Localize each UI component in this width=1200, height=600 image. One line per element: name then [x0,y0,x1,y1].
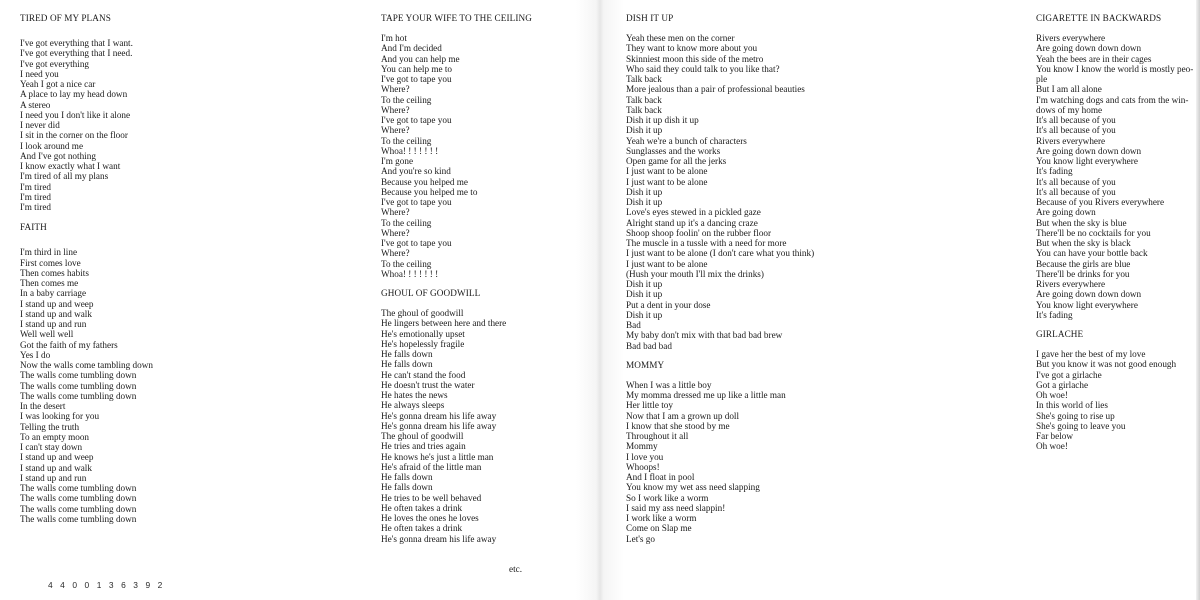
lyric-line: To the ceiling [381,217,432,228]
lyric-line: You know my wet ass need slapping [626,482,760,493]
song-title-girlache: GIRLACHE [1036,329,1084,339]
lyric-line: He always sleeps [381,400,445,411]
lyric-line: It's all because of you [1036,186,1116,197]
lyric-line: Who said they could talk to you like that? [626,63,780,74]
lyric-line: Yeah we're a bunch of characters [626,135,747,146]
lyric-line: Oh woe! [1036,390,1068,400]
lyric-line: Yeah the bees are in their cages [1036,53,1152,64]
lyric-line: It's fading [1036,166,1073,177]
lyric-line: Got the faith of my fathers [20,339,118,350]
lyric-line: He often takes a drink [381,502,463,513]
lyric-line: The ghoul of goodwill [381,308,464,318]
lyric-line: They want to know more about you [626,43,758,54]
lyric-line: The muscle in a tussle with a need for more [626,238,787,248]
lyric-line: I sit in the corner on the floor [20,130,128,141]
lyric-line: He loves the ones he loves [381,513,479,523]
lyric-line: Open game for all the jerks [626,156,727,166]
title-spacer [1036,24,1196,33]
lyric-line: Rivers everywhere [1036,33,1106,43]
lyric-line: He lingers between here and there [381,318,507,329]
lyric-line: He falls down [381,472,433,482]
lyric-line: Yes I do [20,349,51,360]
lyric-line: Then comes me [20,278,79,288]
lyric-line: Sunglasses and the works [626,145,721,156]
lyric-line: Are going down down down [1036,289,1142,300]
lyric-line: I'm gone [381,156,414,166]
lyric-line: You can have your bottle back [1036,248,1148,259]
song-title-faith: FAITH [20,222,47,233]
lyric-line: I'm third in line [20,247,78,258]
lyric-line: I've got everything that I want. [20,38,133,48]
title-spacer [1036,340,1196,349]
lyric-line: I stand up and run [20,319,87,329]
lyric-line: He hates the news [381,390,448,400]
etc-note: etc. [509,564,523,574]
lyric-line: The walls come tumbling down [20,503,137,514]
page-edge [1196,0,1200,600]
lyric-line: I stand up and walk [20,462,92,473]
lyric-line: You know light everywhere [1036,299,1138,310]
lyric-line: More jealous than a pair of professional beauties [626,84,805,95]
lyric-line: I gave her the best of my love [1036,349,1146,359]
lyric-line: Dish it up [626,125,663,136]
lyric-line: She's going to rise up [1036,410,1115,421]
lyric-line: He doesn't trust the water [381,379,475,390]
lyric-line: Now the walls come tambling down [20,360,153,370]
lyric-line: The ghoul of goodwill [381,431,464,441]
lyric-line: He's hopelessly fragile [381,338,465,349]
lyric-line: I've got a girlache [1036,369,1102,380]
lyric-line: And you're so kind [381,166,451,177]
lyric-line: Well well well [20,329,74,340]
lyric-line: And you can help me [381,53,460,64]
song-title-ghoul-of-goodwill: GHOUL OF GOODWILL [381,288,481,298]
lyric-line: I just want to be alone [626,258,708,269]
lyric-line: Dish it up dish it up [626,115,699,125]
lyric-line: Bad [626,320,641,330]
lyric-line: It's all because of you [1036,176,1116,187]
lyric-line: Come on Slap me [626,523,692,534]
lyric-line: But you know it was not good enough [1036,359,1177,370]
lyric-line: I just want to be alone [626,176,708,187]
lyric-line: To the ceiling [381,94,432,105]
lyric-line: Dish it up [626,197,663,207]
lyric-line: My momma dressed me up like a little man [626,390,786,400]
lyric-line: I've got to tape you [381,238,452,248]
lyric-line: Talk back [626,94,662,105]
lyric-line: Then comes habits [20,267,89,278]
lyric-line: Skinniest moon this side of the metro [626,53,764,64]
lyric-line: He often takes a drink [381,523,463,534]
title-spacer [381,299,591,308]
lyric-line: Rivers everywhere [1036,279,1106,289]
lyric-line: I'm watching dogs and cats from the win- [1036,94,1189,105]
lyric-line: Are going down down down [1036,145,1142,156]
lyric-line: To the ceiling [381,135,432,146]
lyric-line: In the desert [20,401,66,411]
lyric-line: I'm tired [20,191,51,202]
lyric-line: Talk back [626,74,662,84]
lyric-line: I know that she stood by me [626,420,730,431]
lyric-line: My baby don't mix with that bad bad brew [626,330,783,341]
lyric-line: He's gonna dream his life away [381,410,497,421]
lyric-line: To an empty moon [20,431,90,442]
song-title-tape-your-wife-to-the-ceiling: TAPE YOUR WIFE TO THE CEILING [381,13,532,23]
lyric-line: Her little toy [626,400,673,411]
lyric-line: I'm tired [20,202,51,212]
page-fold [596,0,604,600]
lyric-line: I just want to be alone (I don't care what you think) [626,248,815,259]
section-spacer [381,279,591,288]
lyric-line: Are going down down down [1036,43,1142,54]
lyric-line: I'm hot [381,33,407,43]
lyric-line: Telling the truth [20,421,80,432]
lyric-line: I need you [20,68,59,79]
lyric-line: Whoa! ! ! ! ! ! ! [381,268,439,279]
title-spacer [381,24,591,33]
lyric-line: The walls come tumbling down [20,483,137,493]
lyric-line: Because the girls are blue [1036,258,1131,269]
title-spacer [20,233,350,247]
lyric-line: Dish it up [626,186,663,197]
lyric-line: (Hush your mouth I'll mix the drinks) [626,268,764,279]
lyric-line: He falls down [381,482,433,493]
lyric-line: He's afraid of the little man [381,461,482,472]
lyric-line: Shoop shoop foolin' on the rubber floor [626,227,772,238]
lyric-line: He knows he's just a little man [381,451,494,462]
lyric-line: It's all because of you [1036,125,1116,136]
lyric-line: Got a girlache [1036,379,1089,390]
lyric-line: I work like a worm [626,513,697,523]
lyric-line: Where? [381,104,410,115]
lyric-line: First comes love [20,257,81,268]
lyric-line: In a baby carriage [20,288,87,299]
lyric-line: The walls come tumbling down [20,513,137,524]
lyric-line: The walls come tumbling down [20,493,137,504]
lyric-line: Mommy [626,441,658,452]
lyric-line: It's fading [1036,309,1073,320]
lyric-line: Talk back [626,104,662,115]
lyric-line: And I float in pool [626,472,695,482]
lyric-line: But I am all alone [1036,84,1102,95]
lyric-line: A place to lay my head down [20,89,128,100]
lyric-line: He falls down [381,359,433,370]
lyric-line: Where? [381,84,410,95]
lyric-line: I stand up and run [20,472,87,483]
lyric-line: I can't stay down [20,442,83,452]
lyric-line: I'm tired of all my plans [20,171,109,182]
lyric-line: Because you helped me to [381,186,478,197]
lyric-line: Bad bad bad [626,340,672,351]
lyric-line: Far below [1036,431,1073,441]
lyric-line: He tries to be well behaved [381,492,482,503]
lyric-line: He's gonna dream his life away [381,533,497,544]
lyric-line: And I've got nothing [20,150,96,161]
lyric-line: A stereo [20,99,51,110]
lyric-line: Where? [381,125,410,136]
lyric-line: Yeah I got a nice car [20,79,96,89]
lyric-line: Now that I am a grown up doll [626,410,740,421]
lyric-line: Love's eyes stewed in a pickled gaze [626,207,761,218]
lyric-line: It's all because of you [1036,115,1116,125]
lyric-line: In this world of lies [1036,400,1108,411]
lyric-line: You know I know the world is mostly peo- [1036,63,1194,74]
lyric-line: He's emotionally upset [381,328,465,339]
lyric-line: The walls come tumbling down [20,380,137,391]
lyric-line: I'm tired [20,181,51,192]
lyric-line: I stand up and walk [20,308,92,319]
lyric-line: I look around me [20,140,84,151]
lyric-line: Throughout it all [626,431,689,441]
lyric-line: Let's go [626,533,655,544]
lyric-line: The walls come tumbling down [20,370,137,381]
lyric-line: You can help me to [381,63,453,74]
lyric-line: I was looking for you [20,411,100,422]
song-title-dish-it-up: DISH IT UP [626,13,674,23]
song-title-mommy: MOMMY [626,359,665,370]
lyric-line: Oh woe! [1036,441,1068,452]
lyrics-column-3 [626,13,956,544]
lyric-line: Dish it up [626,279,663,289]
lyric-line: But when the sky is black [1036,238,1131,248]
lyric-line: I never did [20,120,60,130]
lyric-line: There'll be drinks for you [1036,268,1130,279]
lyric-line: Whoa! ! ! ! ! ! ! [381,145,439,156]
lyric-line: He falls down [381,349,433,359]
lyric-line: There'll be no cocktails for you [1036,227,1151,238]
lyric-line: Dish it up [626,309,663,320]
lyric-line: Are going down [1036,207,1096,218]
lyric-line: You know light everywhere [1036,156,1138,166]
lyric-line: Because you helped me [381,176,468,187]
lyric-line: When I was a little boy [626,379,712,390]
lyric-line: He's gonna dream his life away [381,420,497,431]
song-title-cigarette-in-backwards: CIGARETTE IN BACKWARDS [1036,13,1162,23]
lyric-line: I've got to tape you [381,74,452,84]
lyric-line: I stand up and weep [20,452,94,463]
section-spacer [626,351,956,360]
lyric-line: ple [1036,74,1048,84]
lyric-line: Put a dent in your dose [626,299,711,310]
lyric-line: I've got everything that I need. [20,48,133,59]
catalog-number: 4 4 0 0 1 3 6 3 9 2 [48,580,165,590]
lyric-line: Because of you Rivers everywhere [1036,197,1165,207]
lyric-line: dows of my home [1036,104,1103,115]
lyric-line: I need you I don't like it alone [20,109,131,120]
lyric-line: To the ceiling [381,258,432,269]
lyric-line: The walls come tumbling down [20,390,137,401]
title-spacer [626,371,956,380]
lyric-line: Yeah these men on the corner [626,33,735,43]
title-spacer [20,24,350,38]
section-spacer [20,212,350,222]
lyric-line: Whoops! [626,461,660,472]
lyric-line: Alright stand up it's a dancing craze [626,217,758,228]
lyric-line: And I'm decided [381,43,442,54]
lyric-line: Where? [381,248,410,259]
lyric-line: Rivers everywhere [1036,135,1106,146]
lyric-line: But when the sky is blue [1036,217,1127,228]
lyric-line: I just want to be alone [626,166,708,177]
title-spacer [626,24,956,33]
lyric-line: He can't stand the food [381,369,466,380]
lyric-line: He tries and tries again [381,441,466,452]
lyric-line: I love you [626,451,664,462]
lyrics-column-4 [1036,13,1196,452]
lyric-line: Dish it up [626,289,663,300]
lyric-line: She's going to leave you [1036,420,1126,431]
lyric-line: I've got to tape you [381,115,452,125]
song-title-tired-of-my-plans: TIRED OF MY PLANS [20,13,111,23]
lyrics-column-2 [381,13,591,544]
lyric-line: I've got to tape you [381,197,452,207]
section-spacer [1036,320,1196,329]
lyric-line: I stand up and weep [20,298,94,309]
lyric-line: I've got everything [20,58,90,69]
lyric-line: I said my ass need slappin! [626,502,726,513]
lyric-line: Where? [381,207,410,218]
lyrics-column-1 [20,13,350,524]
lyric-line: So I work like a worm [626,492,709,503]
lyric-line: I know exactly what I want [20,161,121,171]
lyric-line: Where? [381,227,410,238]
